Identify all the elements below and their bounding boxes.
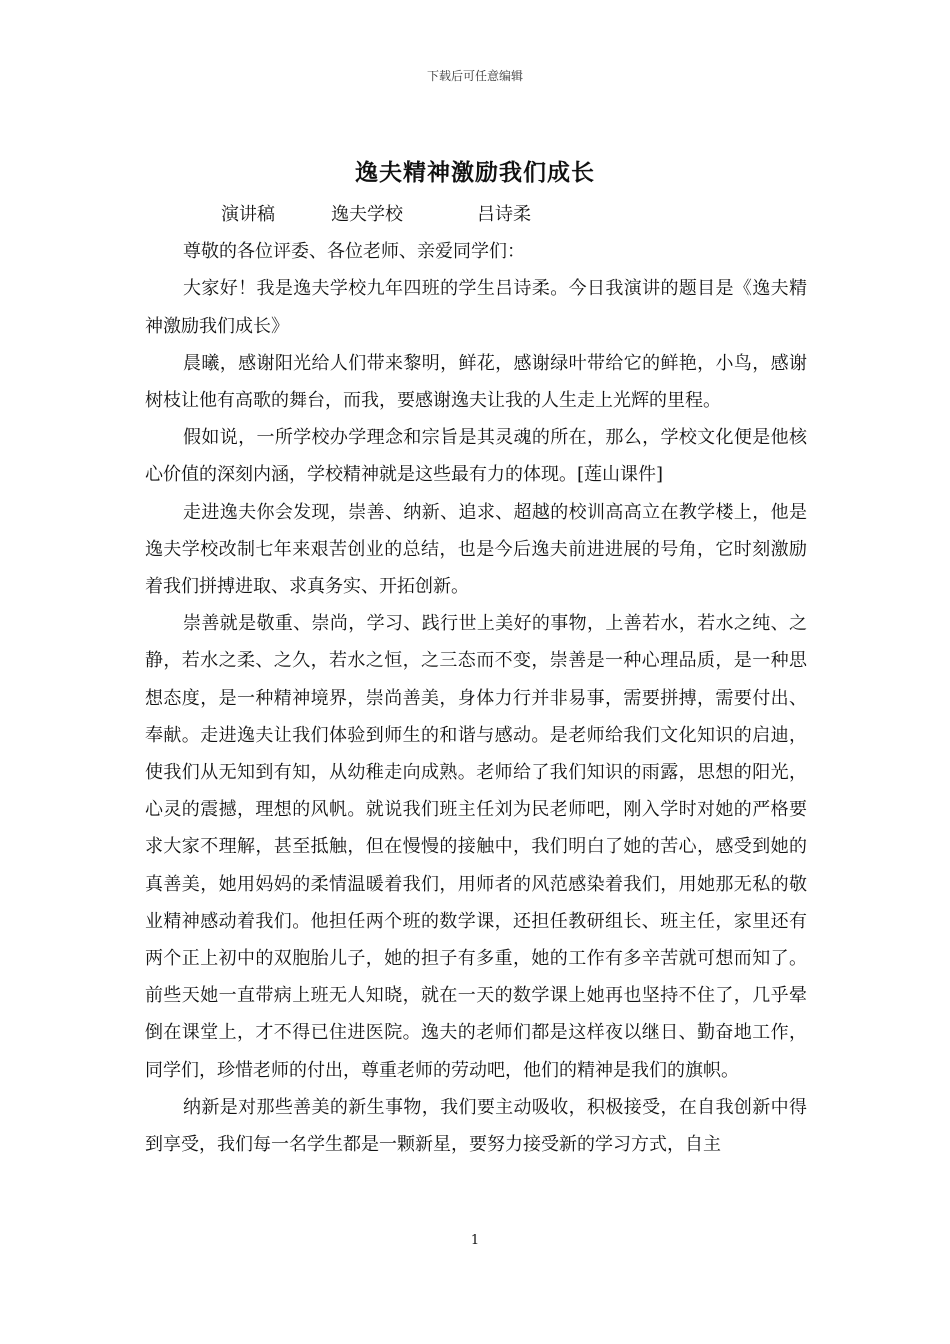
- greeting-paragraph: 大家好！我是逸夫学校九年四班的学生吕诗柔。今日我演讲的题目是《逸夫精神激励我们成长》: [145, 278, 807, 337]
- byline-author: 吕诗柔: [477, 204, 531, 225]
- document-body: [145, 196, 807, 1163]
- salutation-paragraph: 尊敬的各位评委、各位老师、亲爱同学们：: [183, 241, 525, 263]
- byline: [145, 196, 807, 233]
- school-culture-paragraph: 假如说，一所学校办学理念和宗旨是其灵魂的所在，那么，学校文化便是他核心价值的深刻内涵，学校精神就是这些最有力的体现。[莲山课件]: [145, 427, 807, 486]
- page-header-note: 下载后可任意编辑: [426, 69, 523, 83]
- gratitude-paragraph: 晨曦，感谢阳光给人们带来黎明，鲜花，感谢绿叶带给它的鲜艳，小鸟，感谢树枝让他有高歌的舞台，而我，要感谢逸夫让我的人生走上光辉的里程。: [145, 352, 807, 412]
- byline-school: 逸夫学校: [331, 204, 403, 225]
- page-number: 1: [470, 1233, 480, 1248]
- document-title: 逸夫精神激励我们成长: [355, 159, 595, 186]
- chongshan-paragraph: 崇善就是敬重、崇尚，学习、践行世上美好的事物，上善若水，若水之纯、之静，若水之柔、之久，若水之恒，之三态而不变，崇善是一种心理品质，是一种思想态度，是一种精神境界，崇尚善美，身体力行并非易事，需要拼搏，需要付出、奉献。走进逸夫让我们体验到师生的和谐与感动。是老师给我们文化知识的启迪，使我们从无知到有知，从幼稚走向成熟。老师给了我们知识的雨露，思想的阳光，心灵的震撼，理想的风帆。就说我们班主任刘为民老师吧，刚入学时对她的严格要求大家不理解，甚至抵触，但在慢慢的接触中，我们明白了她的苦心，感受到她的真善美，她用妈妈的柔情温暖着我们，用师者的风范感染着我们，用她那无私的敬业精神感动着我们。他担任两个班的数学课，还担任教研组长、班主任，家里还有两个正上初中的双胞胎儿子，她的担子有多重，她的工作有多辛苦就可想而知了。前些天她一直带病上班无人知晓，就在一天的数学课上她再也坚持不住了，几乎晕倒在课堂上，才不得已住进医院。逸夫的老师们都是这样夜以继日、勤奋地工作，同学们，珍惜老师的付出，尊重老师的劳动吧，他们的精神是我们的旗帜。: [145, 613, 807, 1081]
- school-motto-paragraph: 走进逸夫你会发现，崇善、纳新、追求、超越的校训高高立在教学楼上，他是逸夫学校改制七年来艰苦创业的总结，也是今后逸夫前进进展的号角，它时刻激励着我们拼搏进取、求真务实、开拓创新。: [145, 501, 807, 598]
- byline-genre: 演讲稿: [221, 204, 275, 225]
- naxin-paragraph: 纳新是对那些善美的新生事物，我们要主动吸收，积极接受，在自我创新中得到享受，我们每一名学生都是一颗新星，要努力接受新的学习方式，自主: [145, 1096, 807, 1156]
